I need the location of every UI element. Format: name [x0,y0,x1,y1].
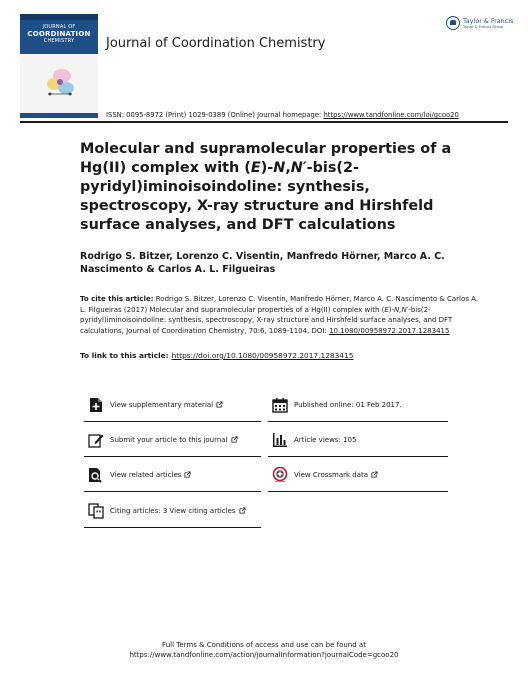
calendar-icon [272,397,288,413]
cover-title-line1: JOURNAL OF [42,24,76,30]
journal-homepage-link[interactable]: https://www.tandfonline.com/loi/gcoo20 [323,111,459,119]
publisher-logo[interactable] [446,14,516,34]
title-part-1: Molecular and supramolecular properties of a Hg(II) complex with ( [80,141,452,176]
citation-italic-e: E [384,305,389,314]
cover-footer-bar [20,113,98,118]
citing-articles-icon [88,503,104,519]
external-link-icon [231,436,238,443]
issn-text: ISSN: 0095-8972 (Print) 1029-0389 (Online) Journal homepage: [106,111,322,119]
article-views-info [268,423,448,457]
cover-strip [20,14,98,20]
issn-line [106,111,459,119]
citation-text-2: )- [388,305,395,314]
citation-label: To cite this article: [80,295,154,303]
citation-text-1: Rodrigo S. Bitzer, Lorenzo C. Visentin, Manfredo Hörner, Marco A. C. Nascimento & Carlos A. L. Filgueiras (2017) Molecular and supramolecular properties of a Hg(II) complex with ( [80,295,479,314]
cover-banner [20,14,98,54]
doi-link[interactable]: https://doi.org/10.1080/00958972.2017.1283415 [171,351,354,360]
title-italic-e: E [250,160,261,176]
citing-label-wrap [110,507,246,515]
citing-label: Citing articles: 3 View citing articles [110,507,236,515]
related-label-wrap [110,471,191,479]
bar-chart-icon [272,432,288,448]
title-italic-n2: N [290,160,303,176]
publisher-subtitle: Taylor & Francis Group [463,25,504,29]
citation-text-3: ′-bis(2-pyridyl)iminoisoindoline: synthesis, spectroscopy, X-ray structure and Hirshfeld surface analyses, and DFT calculations, Journal of Coordination Chemistry, 70:6, 1089-1104, DOI: [80,305,453,335]
related-articles-search-icon [88,467,104,483]
published-online-label: Published online: 01 Feb 2017. [294,401,402,409]
supplementary-label: View supplementary material [110,401,214,409]
supplementary-label-wrap [110,401,223,409]
crossmark-label: View Crossmark data [294,471,369,479]
supplementary-add-icon [88,397,104,413]
submit-label-wrap [110,436,238,444]
external-link-icon [184,471,191,478]
authors: Rodrigo S. Bitzer, Lorenzo C. Visentin, Manfredo Hörner, Marco A. C. Nascimento & Carlos A. L. Filgueiras [80,251,445,275]
journal-name[interactable]: Journal of Coordination Chemistry [106,36,326,51]
title-part-3: ′-bis(2-pyridyl)iminoisoindoline: synthesis, spectroscopy, X-ray structure and Hirshfeld surface analyses, and DFT calculations [80,160,434,233]
title-part-2: )- [260,160,274,176]
crossmark-label-wrap [294,471,378,479]
crossmark-link[interactable] [268,458,448,492]
submit-article-link[interactable] [84,423,261,457]
footer-terms-text: Full Terms & Conditions of access and use can be found at [162,641,366,649]
footer [0,640,528,660]
crossmark-icon [272,467,288,483]
article-title [80,140,480,235]
edit-icon [88,432,104,448]
article-views-label: Article views: 105 [294,436,357,444]
link-to-article [80,351,353,360]
journal-cover[interactable] [20,14,98,118]
footer-terms-link[interactable]: https://www.tandfonline.com/action/journalInformation?journalCode=gcoo20 [129,651,399,659]
supplementary-material-link[interactable] [84,388,261,422]
citation-block [80,294,480,336]
cover-title-line3: CHEMISTRY [43,38,75,44]
cover-molecule-image [40,62,80,102]
citation-doi-link[interactable]: 10.1080/00958972.2017.1283415 [329,326,450,335]
publisher-logo-icon [446,16,460,30]
related-articles-link[interactable] [84,458,261,492]
citation-italic-nn: N,N [394,305,407,314]
citing-articles-link[interactable] [84,494,261,528]
header-divider [20,121,508,123]
published-online-info [268,388,448,422]
title-italic-n1: N [273,160,286,176]
external-link-icon [371,471,378,478]
title-comma: , [285,160,291,176]
submit-label: Submit your article to this journal [110,436,228,444]
external-link-icon [239,507,246,514]
cover-title [24,24,94,45]
related-label: View related articles [110,471,182,479]
external-link-icon [216,401,223,408]
publisher-name: Taylor & Francis [463,17,514,25]
link-to-label: To link to this article: [80,351,169,360]
cover-title-line2: COORDINATION [27,30,91,38]
